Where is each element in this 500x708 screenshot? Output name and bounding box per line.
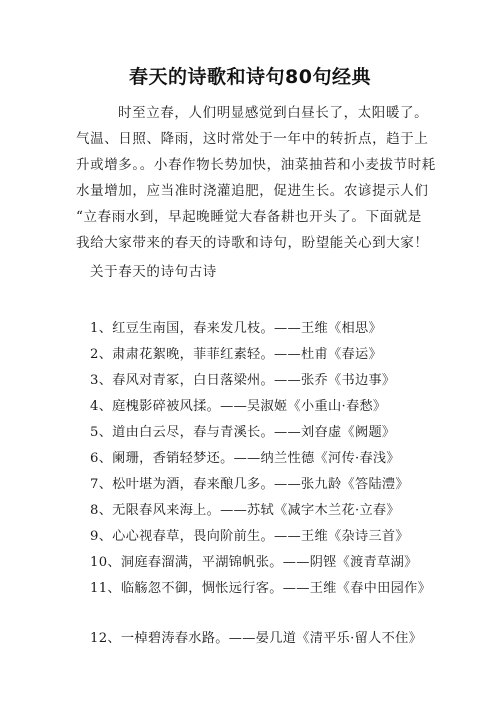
poem-line: 6、阑珊，香销轻梦还。——纳兰性德《河传·春浅》 [90,451,400,466]
section-subheading: 关于春天的诗句古诗 [90,264,217,280]
poem-line: 2、肃肃花絮晚，菲菲红素轻。——杜甫《春运》 [90,347,382,362]
poem-line: 8、无限春风来海上。——苏轼《减字木兰花·立春》 [90,503,400,518]
intro-line: 气温、日照、降雨，这时常处于一年中的转折点，趋于上 [76,131,429,147]
poem-line: 3、春风对青冢，白日落梁州。——张乔《书边事》 [90,373,396,388]
poem-line: 4、庭槐影碎被风揉。——吴淑姬《小重山·春愁》 [90,399,387,414]
poem-line: 5、道由白云尽，春与青溪长。——刘昚虚《阙题》 [90,425,396,440]
intro-line: 我给大家带来的春天的诗歌和诗句，盼望能关心到大家！ [76,235,429,251]
poem-line: 9、心心视春草，畏向阶前生。——王维《杂诗三首》 [90,529,409,544]
poem-line: 12、一棹碧涛春水路。——晏几道《清平乐·留人不住》 [90,631,423,646]
poem-list [90,316,435,602]
poem-list-continued [90,626,435,652]
poem-line: 1、红豆生南国，春来发几枝。——王维《相思》 [90,321,382,336]
intro-paragraph [76,100,436,256]
page-title: 春天的诗歌和诗句80句经典 [129,66,371,88]
intro-line: 升或增多。。小春作物长势加快，油菜抽苔和小麦拔节时耗 [76,157,436,173]
intro-line: 时至立春，人们明显感觉到白昼长了，太阳暖了。 [118,105,429,121]
intro-line: “立春雨水到，早起晚睡觉大春备耕也开头了。下面就是 [76,209,422,225]
poem-line: 11、临觞忽不御，惆怅远行客。——王维《春中田园作》 [90,581,432,596]
poem-line: 10、洞庭春溜满，平湖锦帆张。——阴铿《渡青草湖》 [90,555,418,570]
poem-line: 7、松叶堪为酒，春来酿几多。——张九龄《答陆澧》 [90,477,409,492]
intro-line: 水量增加，应当准时浇灌追肥，促进生长。农谚提示人们 [76,183,429,199]
